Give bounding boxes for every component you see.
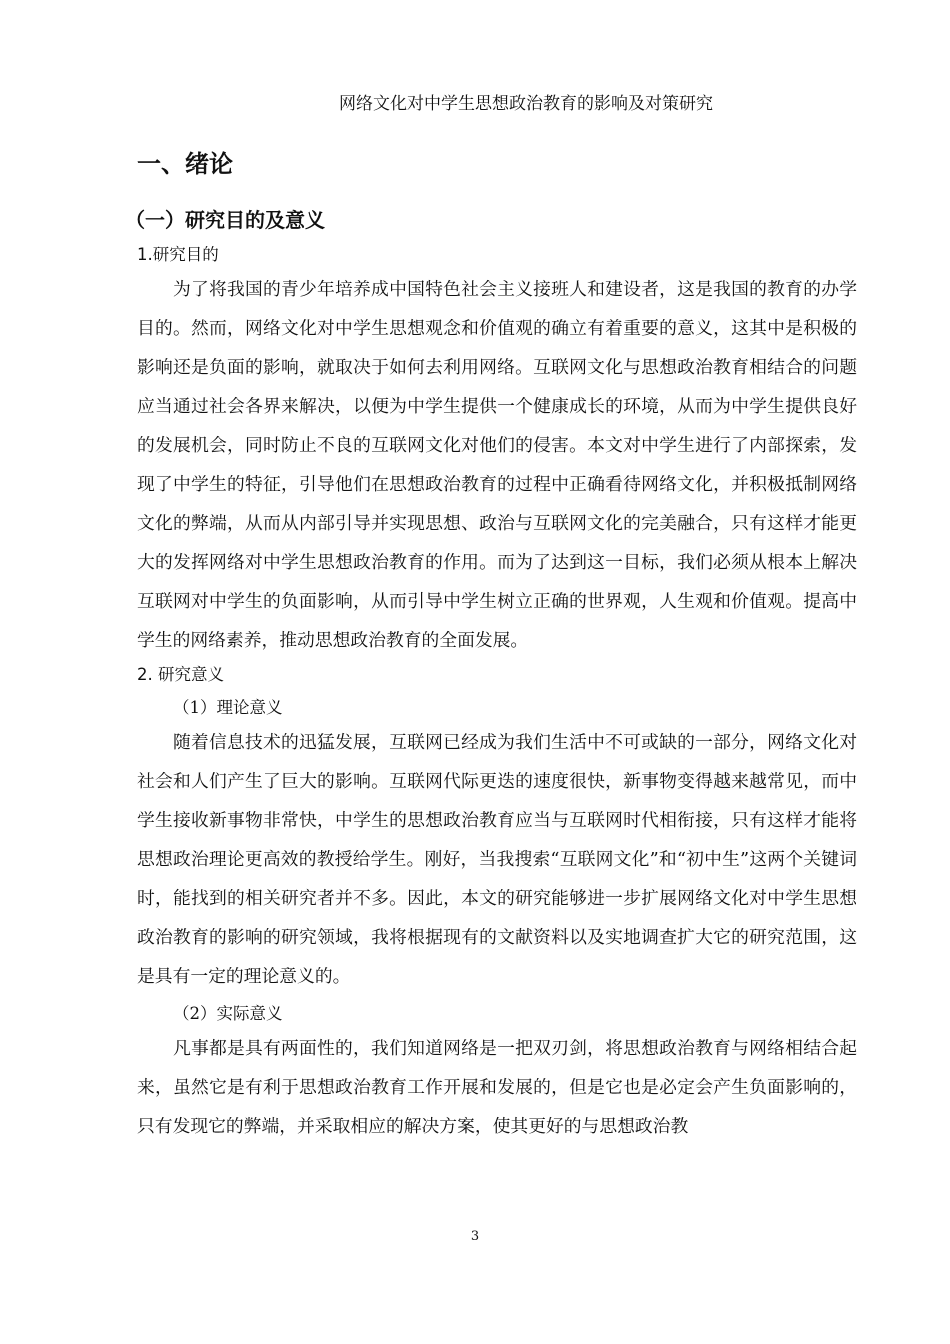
paragraph-practical: 凡事都是具有两面性的，我们知道网络是一把双刃剑，将思想政治教育与网络相结合起来，虽然它是有利于思想政治教育工作开展和发展的，但是它也是必定会产生负面影响的，只有发现它的弊端，并采取相应的解决方案，使其更好的与思想政治教 <box>137 1038 857 1137</box>
subsection-heading-significance: 2. 研究意义 <box>137 665 224 684</box>
running-header-title: 网络文化对中学生思想政治教育的影响及对策研究 <box>339 94 713 114</box>
chapter-heading: 一、绪论 <box>137 150 233 178</box>
paragraph-theoretical: 随着信息技术的迅猛发展，互联网已经成为我们生活中不可或缺的一部分，网络文化对社会和人们产生了巨大的影响。互联网代际更迭的速度很快，新事物变得越来越常见，而中学生接收新事物非常快，中学生的思想政治教育应当与互联网时代相衔接，只有这样才能将思想政治理论更高效的教授给学生。刚好，当我搜索“互联网文化”和“初中生”这两个关键词时，能找到的相关研究者并不多。因此，本文的研究能够进一步扩展网络文化对中学生思想政治教育的影响的研究领域，我将根据现有的文献资料以及实地调查扩大它的研究范围，这是具有一定的理论意义的。 <box>137 732 857 987</box>
page-number: 3 <box>470 1229 480 1244</box>
sub-heading-practical: （2）实际意义 <box>173 1004 283 1023</box>
paragraph-purpose: 为了将我国的青少年培养成中国特色社会主义接班人和建设者，这是我国的教育的办学目的。然而，网络文化对中学生思想观念和价值观的确立有着重要的意义，这其中是积极的影响还是负面的影响，就取决于如何去利用网络。互联网文化与思想政治教育相结合的问题应当通过社会各界来解决，以便为中学生提供一个健康成长的环境，从而为中学生提供良好的发展机会，同时防止不良的互联网文化对他们的侵害。本文对中学生进行了内部探索，发现了中学生的特征，引导他们在思想政治教育的过程中正确看待网络文化，并积极抵制网络文化的弊端，从而从内部引导并实现思想、政治与互联网文化的完美融合，只有这样才能更大的发挥网络对中学生思想政治教育的作用。而为了达到这一目标，我们必须从根本上解决互联网对中学生的负面影响，从而引导中学生树立正确的世界观，人生观和价值观。提高中学生的网络素养，推动思想政治教育的全面发展。 <box>137 279 857 651</box>
sub-heading-theoretical: （1）理论意义 <box>173 698 283 717</box>
document-body <box>125 140 857 1146</box>
section-heading: （一）研究目的及意义 <box>125 208 325 232</box>
subsection-heading-purpose: 1.研究目的 <box>137 245 219 264</box>
